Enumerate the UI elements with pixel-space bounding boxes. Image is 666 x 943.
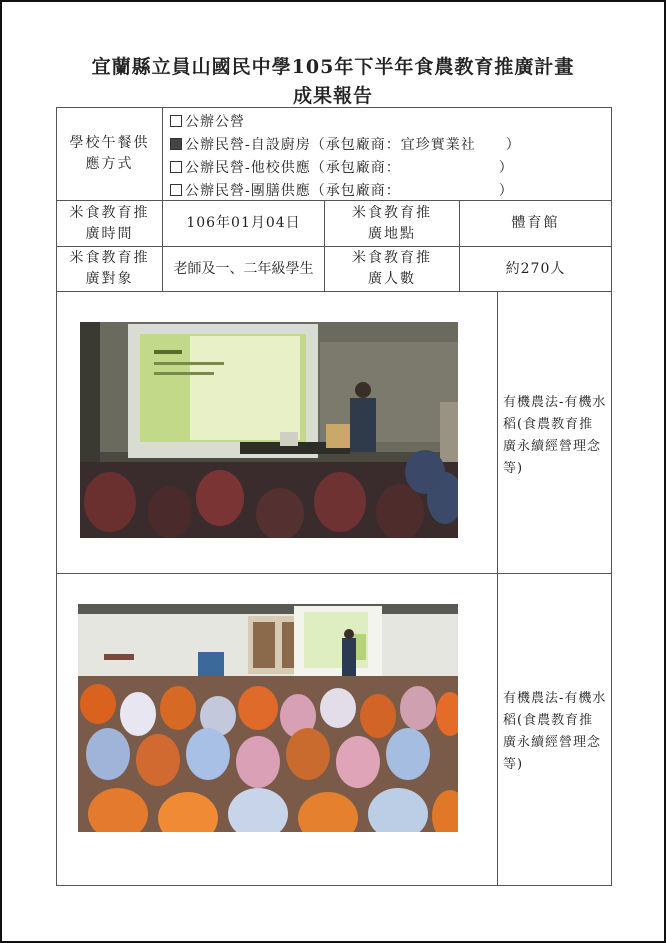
checkbox-icon bbox=[170, 184, 182, 196]
report-title: 宜蘭縣立員山國民中學105年下半年食農教育推廣計畫 bbox=[91, 56, 575, 78]
count-label: 米食教育推廣人數 bbox=[352, 250, 432, 287]
audience-label: 米食教育推廣對象 bbox=[69, 250, 150, 287]
time-value-cell bbox=[163, 201, 325, 247]
lecture-photo-2 bbox=[78, 604, 458, 832]
place-label: 米食教育推廣地點 bbox=[352, 204, 432, 242]
supply-option-3 bbox=[170, 157, 514, 177]
time-label-cell bbox=[57, 201, 163, 247]
report-subtitle: 成果報告 bbox=[292, 85, 373, 107]
supply-label-cell bbox=[57, 108, 163, 201]
supply-option-text: 公辦民營-他校供應（承包廠商： ） bbox=[185, 160, 514, 176]
supply-option-1 bbox=[170, 111, 245, 131]
audience-value: 老師及一、二年級學生 bbox=[173, 260, 314, 277]
count-value-cell bbox=[460, 247, 612, 292]
checkbox-checked-icon bbox=[170, 138, 182, 150]
place-value: 體育館 bbox=[511, 215, 560, 231]
checkbox-icon bbox=[170, 161, 182, 173]
time-label: 米食教育推廣時間 bbox=[69, 204, 150, 242]
supply-option-text: 公辦民營-團膳供應（承包廠商： ） bbox=[185, 183, 514, 199]
caption-2: 有機農法-有機水稻(食農教育推廣永續經營理念等) bbox=[503, 691, 607, 772]
lecture-photo-1 bbox=[80, 322, 458, 538]
audience-value-cell bbox=[163, 247, 325, 292]
supply-option-text: 公辦公營 bbox=[185, 114, 245, 130]
place-value-cell bbox=[460, 201, 612, 247]
count-label-cell bbox=[325, 247, 460, 292]
place-label-cell bbox=[325, 201, 460, 247]
supply-option-4 bbox=[170, 180, 514, 200]
time-value: 106年01月04日 bbox=[186, 215, 301, 231]
supply-option-text: 公辦民營-自設廚房（承包廠商：宜珍實業社 ） bbox=[185, 137, 521, 153]
audience-label-cell bbox=[57, 247, 163, 292]
count-value: 約270人 bbox=[505, 260, 566, 277]
supply-option-2 bbox=[170, 134, 521, 154]
caption-1: 有機農法-有機水稻(食農教育推廣永續經營理念等) bbox=[503, 395, 607, 476]
checkbox-icon bbox=[170, 115, 182, 127]
supply-label: 學校午餐供應方式 bbox=[69, 135, 150, 172]
